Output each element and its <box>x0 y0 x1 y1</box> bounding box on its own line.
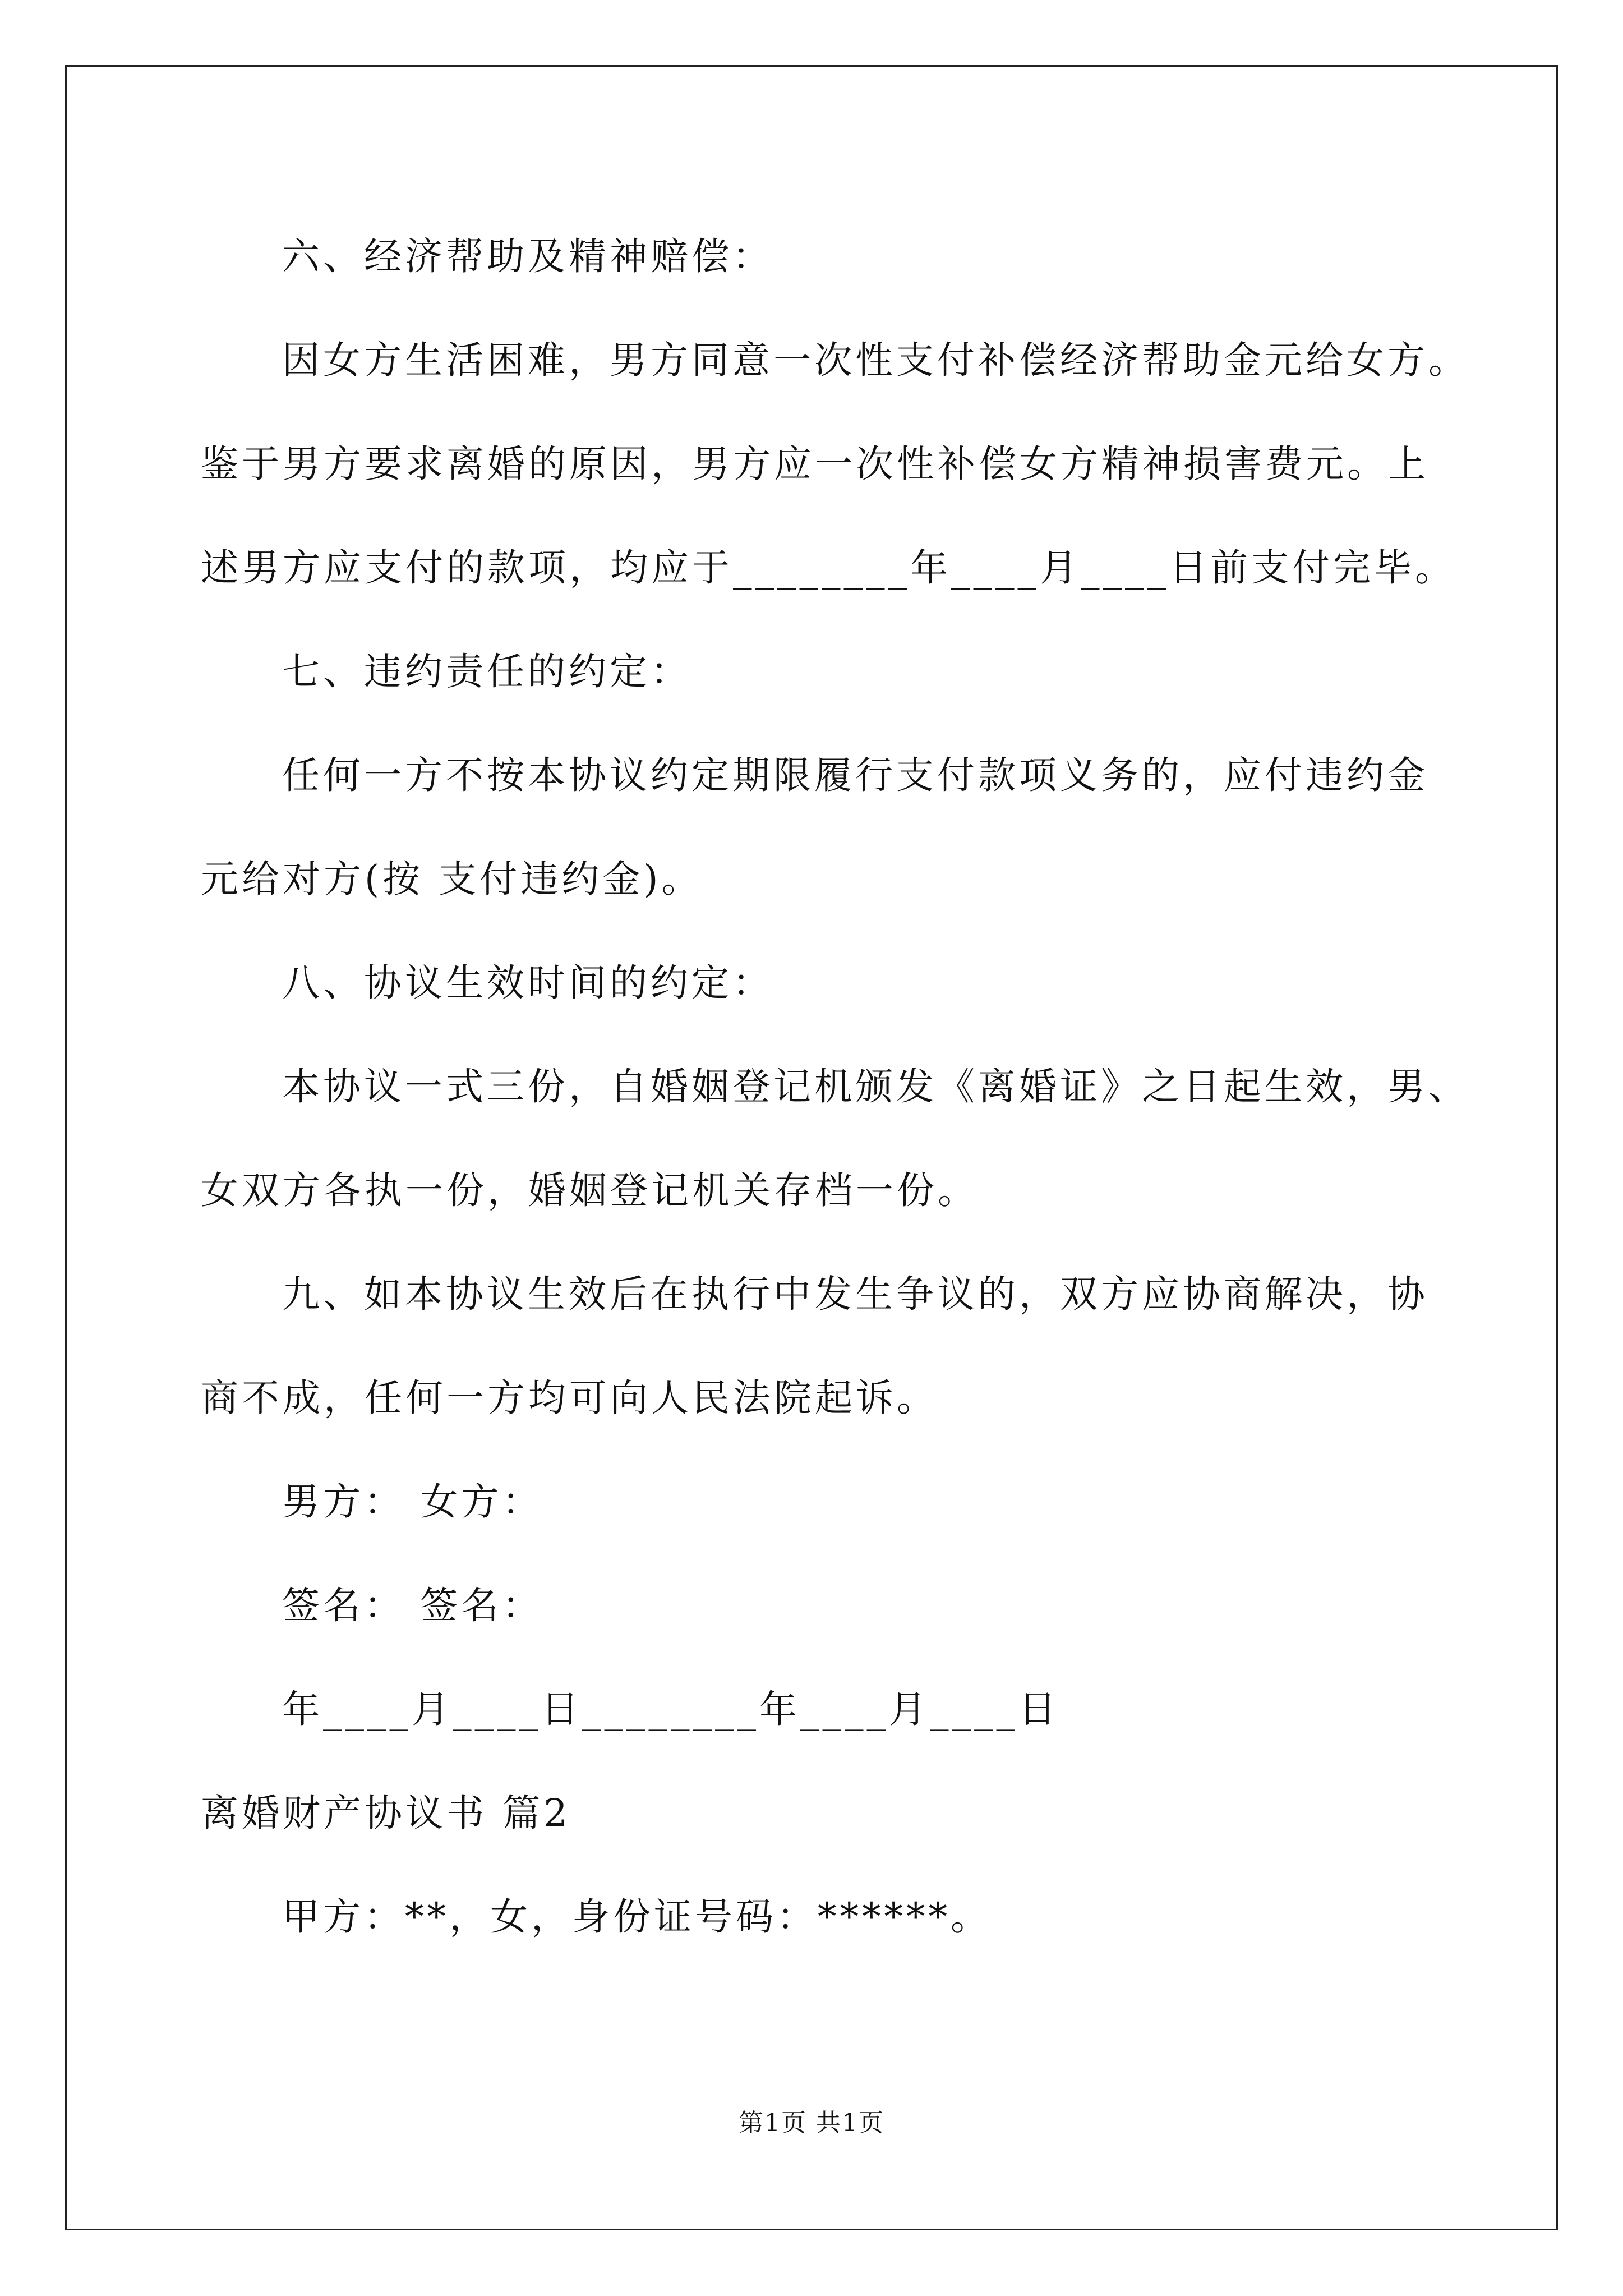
section-7-heading: 七、违约责任的约定： <box>282 650 691 693</box>
signature-parties-line: 男方： 女方： <box>282 1480 543 1524</box>
section-6-paragraph-line-2: 鉴于男方要求离婚的原因，男方应一次性补偿女方精神损害费元。上 <box>201 442 1429 486</box>
section-7-paragraph-line-2: 元给对方(按 支付违约金)。 <box>201 857 703 901</box>
section-8-heading: 八、协议生效时间的约定： <box>282 961 773 1005</box>
section-6-heading: 六、经济帮助及精神赔偿： <box>282 234 773 278</box>
section-title: 离婚财产协议书 篇2 <box>201 1791 571 1835</box>
party-a-line: 甲方：**，女，身份证号码：******。 <box>282 1895 992 1939</box>
section-7-paragraph-line-1: 任何一方不按本协议约定期限履行支付款项义务的，应付违约金 <box>282 753 1428 797</box>
section-6-paragraph-line-3: 述男方应支付的款项，均应于________年____月____日前支付完毕。 <box>201 546 1456 590</box>
section-6-paragraph-line-1: 因女方生活困难，男方同意一次性支付补偿经济帮助金元给女方。 <box>282 338 1469 382</box>
section-9-paragraph-line-2: 商不成，任何一方均可向人民法院起诉。 <box>201 1376 938 1420</box>
page-footer: 第1页 共1页 <box>739 2109 884 2137</box>
section-9-paragraph-line-1: 九、如本协议生效后在执行中发生争议的，双方应协商解决，协 <box>282 1272 1428 1316</box>
section-8-paragraph-line-1: 本协议一式三份，自婚姻登记机颁发《离婚证》之日起生效，男、 <box>282 1065 1469 1108</box>
signature-sign-line: 签名： 签名： <box>282 1584 543 1627</box>
section-8-paragraph-line-2: 女双方各执一份，婚姻登记机关存档一份。 <box>201 1168 979 1212</box>
signature-date-line: 年____月____日________年____月____日 <box>282 1687 1059 1731</box>
